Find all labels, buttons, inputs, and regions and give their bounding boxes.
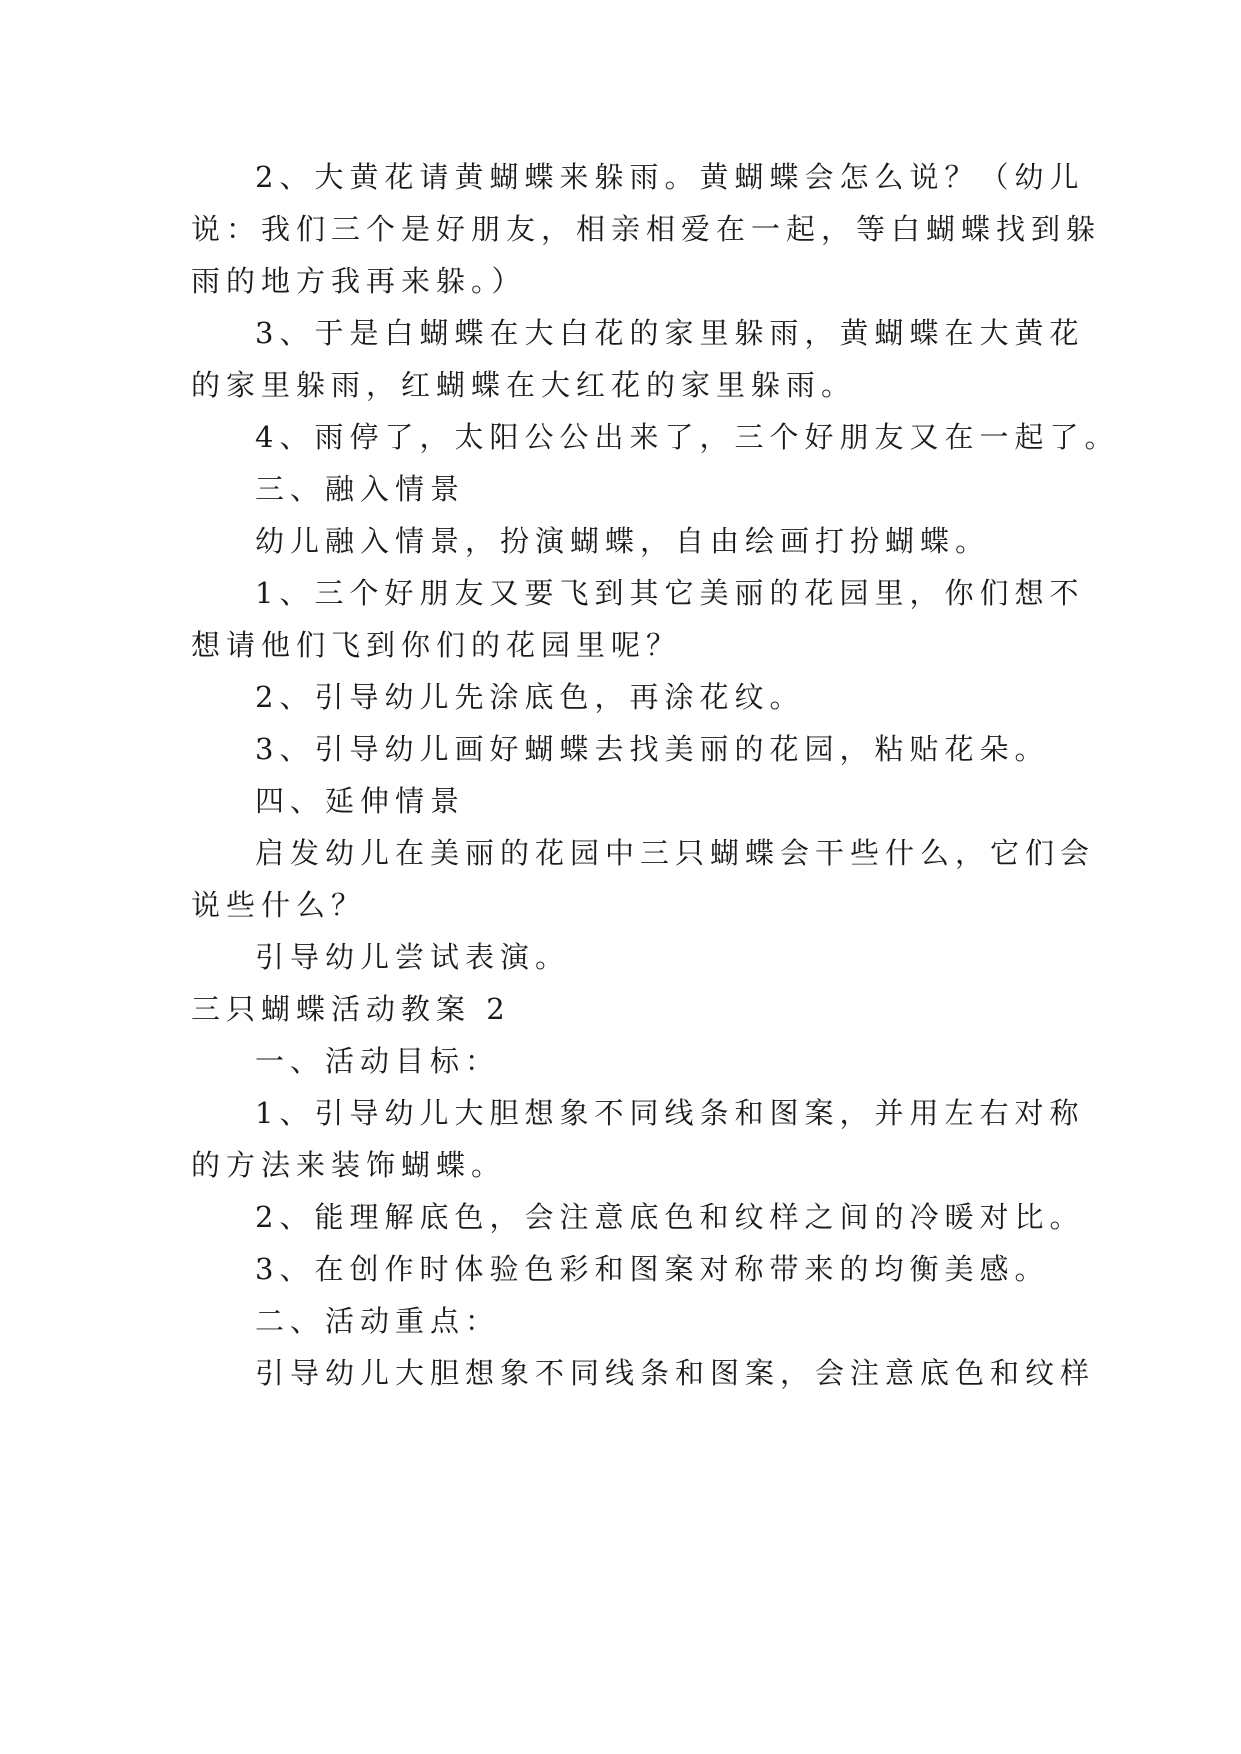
section-heading: 二、活动重点：: [255, 1304, 501, 1338]
paragraph-line: 说些什么？: [191, 888, 367, 922]
paragraph-line: 3、于是白蝴蝶在大白花的家里躲雨，黄蝴蝶在大黄花: [255, 316, 1085, 350]
paragraph-line: 2、引导幼儿先涂底色，再涂花纹。: [255, 680, 805, 714]
paragraph-line: 幼儿融入情景，扮演蝴蝶，自由绘画打扮蝴蝶。: [255, 524, 991, 558]
section-heading: 一、活动目标：: [255, 1044, 501, 1078]
paragraph-line: 想请他们飞到你们的花园里呢？: [191, 628, 682, 662]
paragraph-line: 3、引导幼儿画好蝴蝶去找美丽的花园，粘贴花朵。: [255, 732, 1050, 766]
paragraph-line: 雨的地方我再来躲。）: [191, 264, 527, 298]
paragraph-line: 引导幼儿大胆想象不同线条和图案，会注意底色和纹样: [255, 1356, 1096, 1390]
paragraph-line: 2、大黄花请黄蝴蝶来躲雨。黄蝴蝶会怎么说？（幼儿: [255, 160, 1085, 194]
paragraph-line: 引导幼儿尝试表演。: [255, 940, 571, 974]
section-heading: 三、融入情景: [255, 472, 466, 506]
paragraph-line: 2、能理解底色，会注意底色和纹样之间的冷暖对比。: [255, 1200, 1085, 1234]
paragraph-line: 3、在创作时体验色彩和图案对称带来的均衡美感。: [255, 1252, 1050, 1286]
paragraph-line: 启发幼儿在美丽的花园中三只蝴蝶会干些什么，它们会: [255, 836, 1096, 870]
document-title: 三只蝴蝶活动教案 2: [191, 992, 511, 1026]
section-heading: 四、延伸情景: [255, 784, 466, 818]
paragraph-line: 说：我们三个是好朋友，相亲相爱在一起，等白蝴蝶找到躲: [191, 212, 1102, 246]
paragraph-line: 4、雨停了，太阳公公出来了，三个好朋友又在一起了。: [255, 420, 1120, 454]
paragraph-line: 1、三个好朋友又要飞到其它美丽的花园里，你们想不: [255, 576, 1085, 610]
paragraph-line: 的家里躲雨，红蝴蝶在大红花的家里躲雨。: [191, 368, 857, 402]
paragraph-line: 1、引导幼儿大胆想象不同线条和图案，并用左右对称: [255, 1096, 1085, 1130]
paragraph-line: 的方法来装饰蝴蝶。: [191, 1148, 507, 1182]
